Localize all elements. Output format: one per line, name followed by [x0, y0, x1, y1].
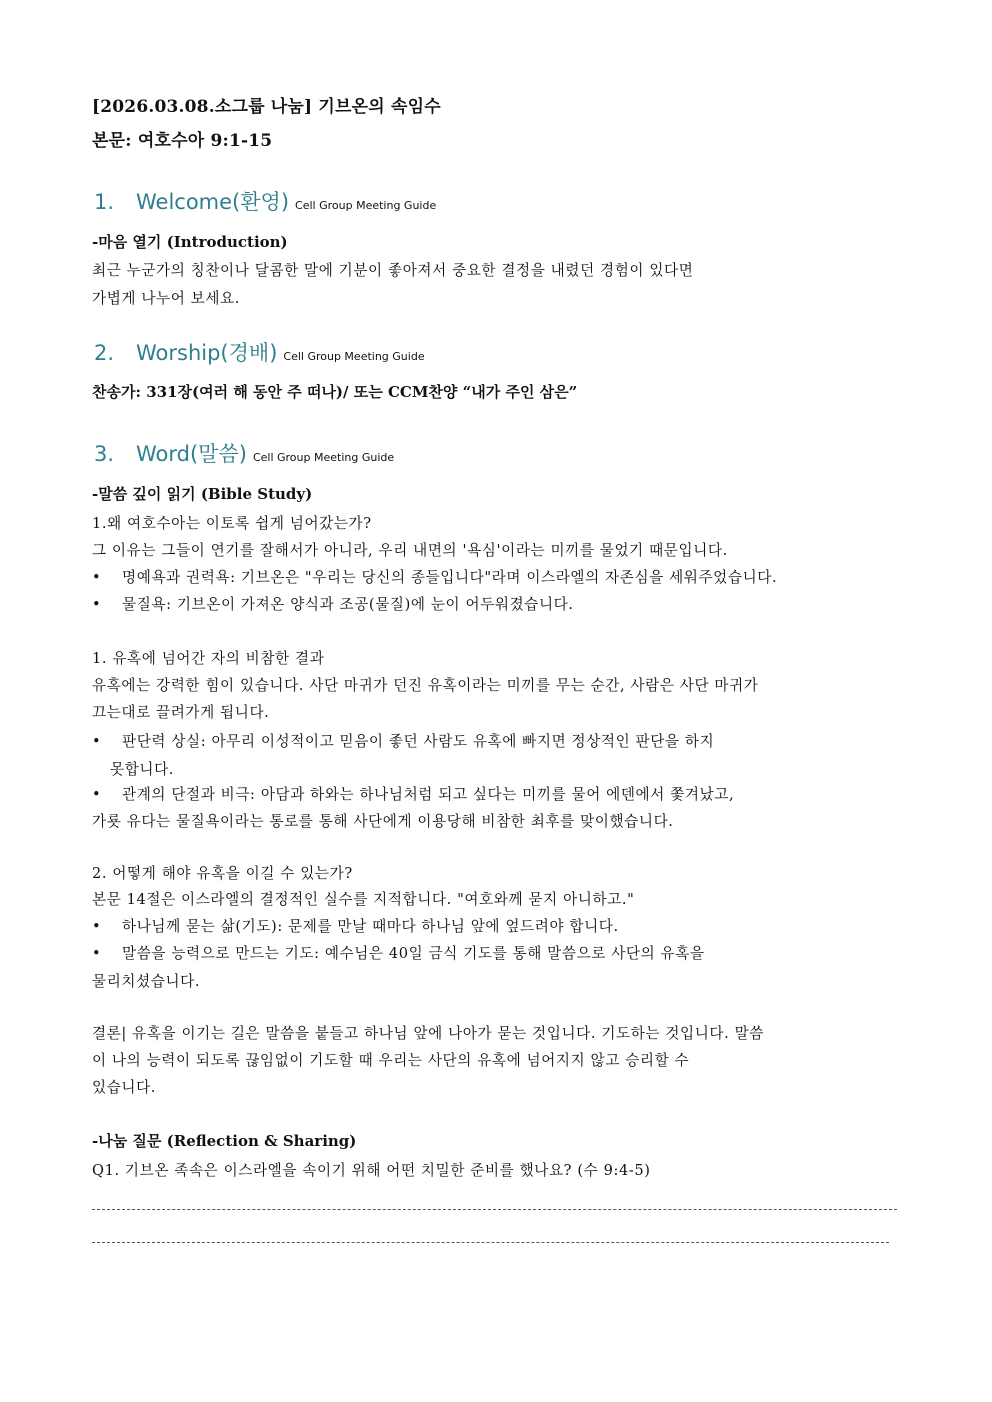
paragraph-line: 그 이유는 그들이 연기를 잘해서가 아니라, 우리 내면의 '욕심'이라는 미끼를 물었기 때문입니다. — [92, 542, 728, 559]
bullet-continuation: 물리치셨습니다. — [92, 973, 201, 990]
bullet-icon: • — [92, 569, 102, 586]
bullet-icon: • — [92, 733, 102, 750]
hymn-line: 찬송가: 331장(여러 해 동안 주 떠나)/ 또는 CCM찬양 “내가 주인 삼은” — [92, 383, 578, 401]
section-guide-label: Cell Group Meeting Guide — [283, 350, 425, 363]
sharing-question: Q1. 기브온 족속은 이스라엘을 속이기 위해 어떤 치밀한 준비를 했나요? (수 9:4-5) — [92, 1162, 651, 1179]
bullet-icon: • — [92, 786, 102, 803]
question-heading: 2. 어떻게 해야 유혹을 이길 수 있는가? — [92, 865, 353, 882]
section-number: 3. — [94, 442, 115, 466]
answer-line — [92, 1209, 897, 1210]
bullet-item: • 명예욕과 권력욕: 기브온은 "우리는 당신의 종들입니다"라며 이스라엘의 자존심을 세워주었습니다. — [92, 569, 778, 586]
bullet-continuation: 못합니다. — [110, 761, 175, 778]
paragraph-line: 본문 14절은 이스라엘의 결정적인 실수를 지적합니다. "여호와께 묻지 아니하고." — [92, 891, 635, 908]
section-title: Word(말씀) — [136, 442, 247, 466]
paragraph-line: 유혹에는 강력한 힘이 있습니다. 사단 마귀가 던진 유혹이라는 미끼를 무는 순간, 사람은 사단 마귀가 — [92, 677, 759, 694]
section-title: Worship(경배) — [136, 341, 278, 365]
bullet-item: • 관계의 단절과 비극: 아담과 하와는 하나님처럼 되고 싶다는 미끼를 물어 에덴에서 쫓겨났고, — [92, 786, 735, 803]
question-heading: 1. 유혹에 넘어간 자의 비참한 결과 — [92, 650, 325, 667]
section-number: 1. — [94, 190, 115, 214]
section-welcome-heading — [94, 186, 436, 216]
bullet-icon: • — [92, 918, 102, 935]
section-guide-label: Cell Group Meeting Guide — [252, 451, 395, 464]
conclusion-line: 있습니다. — [92, 1079, 157, 1096]
section-number: 2. — [94, 341, 115, 365]
bullet-continuation: 가룟 유다는 물질욕이라는 통로를 통해 사단에게 이용당해 비참한 최후를 맞이했습니다. — [92, 813, 674, 830]
bullet-item: • 하나님께 묻는 삶(기도): 문제를 만날 때마다 하나님 앞에 엎드려야 합니다. — [92, 918, 619, 935]
section-worship-heading — [94, 337, 425, 367]
bible-study-subhead: -말씀 깊이 읽기 (Bible Study) — [92, 485, 313, 503]
section-word-heading — [94, 438, 394, 468]
paragraph-line: 끄는대로 끌려가게 됩니다. — [92, 704, 270, 721]
welcome-text-line: 최근 누군가의 칭찬이나 달콤한 말에 기분이 좋아져서 중요한 결정을 내렸던 경험이 있다면 — [92, 262, 694, 279]
section-title: Welcome(환영) — [136, 190, 290, 214]
welcome-subhead: -마음 열기 (Introduction) — [92, 233, 288, 251]
sharing-subhead: -나눔 질문 (Reflection & Sharing) — [92, 1132, 357, 1150]
answer-line — [92, 1242, 889, 1243]
conclusion-line: 이 나의 능력이 되도록 끊임없이 기도할 때 우리는 사단의 유혹에 넘어지지 않고 승리할 수 — [92, 1052, 690, 1069]
section-guide-label: Cell Group Meeting Guide — [295, 199, 437, 212]
bullet-icon: • — [92, 945, 102, 962]
welcome-text-line: 가볍게 나누어 보세요. — [92, 290, 240, 307]
bullet-item: • 말씀을 능력으로 만드는 기도: 예수님은 40일 금식 기도를 통해 말씀으로 사단의 유혹을 — [92, 945, 705, 962]
bullet-item: • 물질욕: 기브온이 가져온 양식과 조공(물질)에 눈이 어두워졌습니다. — [92, 596, 574, 613]
bullet-icon: • — [92, 596, 102, 613]
conclusion-line: 결론| 유혹을 이기는 길은 말씀을 붙들고 하나님 앞에 나아가 묻는 것입니다. 기도하는 것입니다. 말씀 — [92, 1025, 765, 1042]
bullet-item: • 판단력 상실: 아무리 이성적이고 믿음이 좋던 사람도 유혹에 빠지면 정상적인 판단을 하지 — [92, 733, 715, 750]
question-heading: 1.왜 여호수아는 이토록 쉽게 넘어갔는가? — [92, 515, 372, 532]
document-title: [2026.03.08.소그룹 나눔] 기브온의 속임수 — [92, 97, 441, 117]
scripture-reference: 본문: 여호수아 9:1-15 — [92, 131, 273, 151]
